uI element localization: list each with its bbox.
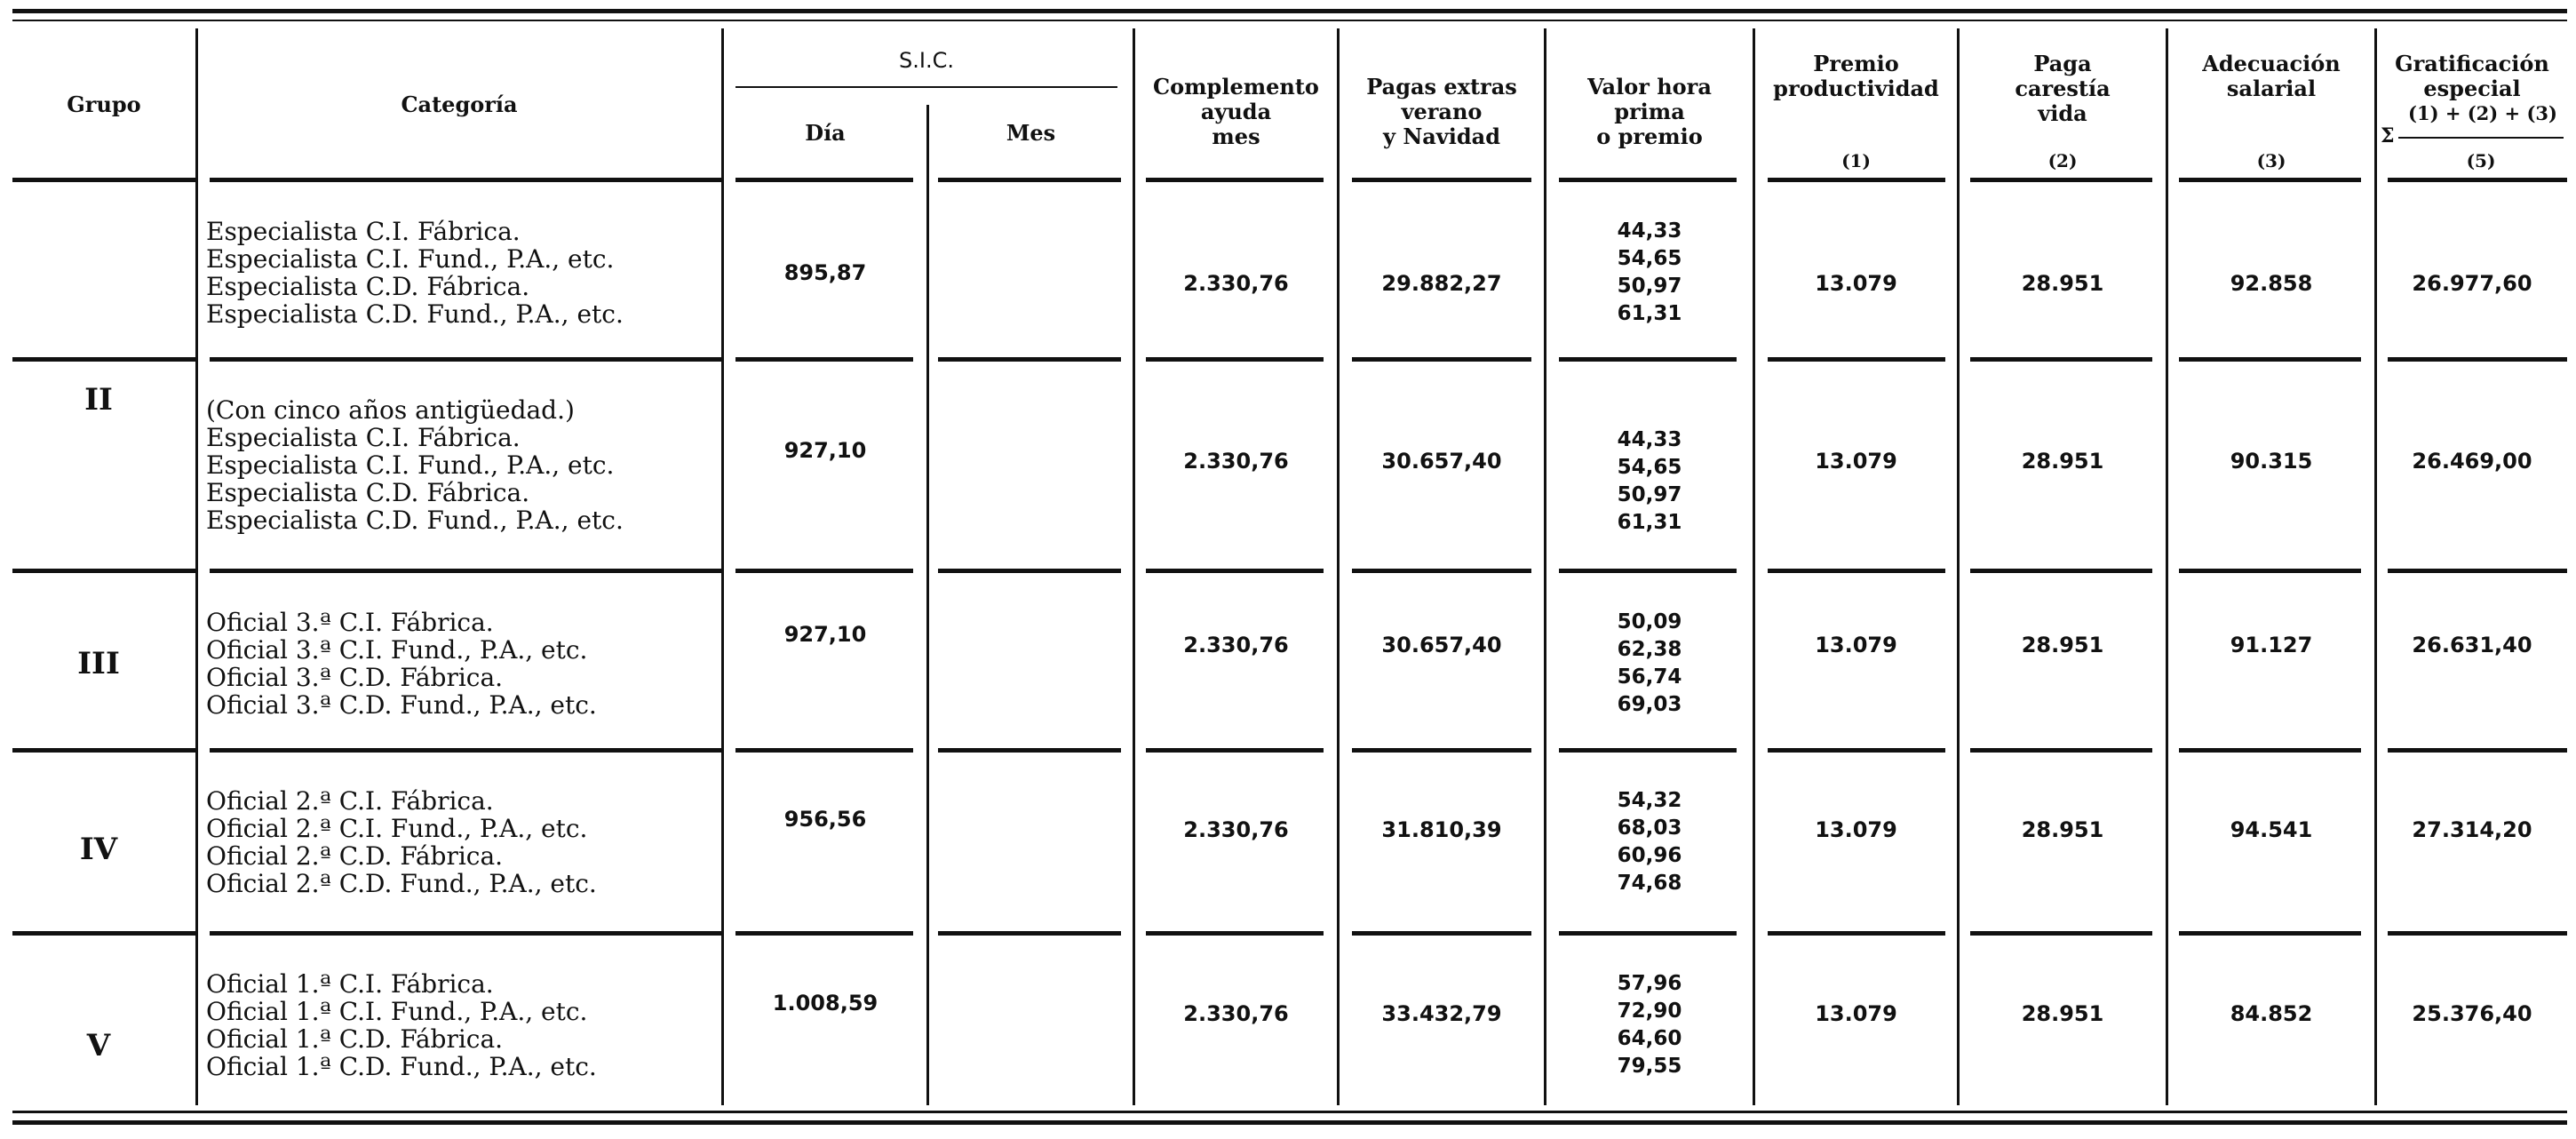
header-gratificacion: [2377, 52, 2567, 101]
header-valor-line3: o premio: [1596, 123, 1703, 149]
row-separator-segment-0: [12, 748, 195, 753]
gratificacion-value: 27.314,20: [2412, 817, 2532, 842]
valor-hora-value: 54,32: [1617, 789, 1682, 812]
valor-hora-value: 68,03: [1617, 816, 1682, 840]
row-separator-segment-1: [210, 569, 721, 573]
header-adecuacion-line1: Adecuación: [2202, 51, 2341, 76]
row-separator-segment-6: [1559, 748, 1737, 753]
valor-hora-value: 54,65: [1617, 456, 1682, 479]
pagas-value: 30.657,40: [1381, 449, 1502, 474]
header-rule-segment-7: [1768, 178, 1945, 182]
row-separator-segment-0: [12, 569, 195, 573]
pagas-value: 30.657,40: [1381, 633, 1502, 657]
category-cell: [206, 396, 624, 534]
row-separator-segment-6: [1559, 569, 1737, 573]
top-rule-inner: [12, 20, 2567, 21]
sic-subheader-rule: [735, 86, 1117, 88]
header-adecuacion-ref: (3): [2256, 150, 2286, 171]
valor-hora-cell: [1561, 609, 1738, 719]
header-mes: Mes: [1006, 120, 1056, 146]
category-cell: [206, 609, 597, 719]
adecuacion-value: 84.852: [2230, 1001, 2313, 1026]
gratificacion-value: 26.977,60: [2412, 271, 2532, 296]
premio-value: 13.079: [1815, 817, 1897, 842]
row-separator-segment-3: [938, 931, 1121, 936]
row-separator-segment-9: [2179, 357, 2361, 362]
row-separator-segment-7: [1768, 748, 1945, 753]
category-line: Especialista C.I. Fábrica.: [206, 217, 521, 246]
header-paga-line3: vida: [2038, 100, 2087, 126]
adecuacion-value: 94.541: [2230, 817, 2313, 842]
row-separator-segment-6: [1559, 931, 1737, 936]
group-label: IV: [79, 832, 118, 867]
header-adecuacion: [2168, 52, 2374, 101]
col-sep-dia: [926, 105, 929, 1105]
header-paga-line2: carestía: [2015, 76, 2111, 101]
category-line: Oficial 2.ª C.D. Fund., P.A., etc.: [206, 869, 597, 898]
category-line: Especialista C.I. Fund., P.A., etc.: [206, 450, 615, 480]
category-line: Oficial 3.ª C.D. Fund., P.A., etc.: [206, 690, 597, 720]
row-separator-segment-8: [1970, 569, 2152, 573]
row-separator-segment-1: [210, 748, 721, 753]
valor-hora-value: 60,96: [1617, 844, 1682, 867]
header-gratificacion-fraction-line: [2398, 137, 2564, 139]
row-separator-segment-5: [1352, 569, 1531, 573]
premio-value: 13.079: [1815, 633, 1897, 657]
group-label: III: [77, 646, 120, 681]
header-paga-line1: Paga: [2033, 51, 2092, 76]
valor-hora-value: 44,33: [1617, 428, 1682, 451]
category-line: Oficial 1.ª C.D. Fábrica.: [206, 1024, 504, 1054]
premio-value: 13.079: [1815, 271, 1897, 296]
row-separator-segment-9: [2179, 931, 2361, 936]
valor-hora-value: 57,96: [1617, 972, 1682, 995]
complemento-value: 2.330,76: [1183, 1001, 1289, 1026]
row-separator-segment-8: [1970, 931, 2152, 936]
header-gratificacion-formula: (1) + (2) + (3): [2408, 102, 2557, 124]
row-separator-segment-0: [12, 357, 195, 362]
header-pagas-line2: verano: [1401, 99, 1483, 124]
bottom-rule-inner: [12, 1111, 2567, 1113]
adecuacion-value: 91.127: [2230, 633, 2313, 657]
col-sep-premio: [1957, 28, 1960, 1105]
header-gratificacion-line1: Gratificación: [2395, 51, 2549, 76]
header-adecuacion-line2: salarial: [2226, 76, 2317, 101]
category-line: (Con cinco años antigüedad.): [206, 395, 575, 425]
valor-hora-cell: [1561, 426, 1738, 537]
header-rule-segment-8: [1970, 178, 2152, 182]
row-separator-segment-5: [1352, 931, 1531, 936]
dia-value: 927,10: [783, 438, 867, 463]
header-rule-segment-9: [2179, 178, 2361, 182]
row-separator-segment-8: [1970, 748, 2152, 753]
dia-value: 1.008,59: [772, 991, 879, 1016]
header-rule-segment-0: [12, 178, 195, 182]
gratificacion-value: 26.631,40: [2412, 633, 2532, 657]
category-line: Oficial 1.ª C.I. Fund., P.A., etc.: [206, 997, 588, 1026]
row-separator-segment-7: [1768, 569, 1945, 573]
valor-hora-value: 50,97: [1617, 483, 1682, 506]
category-line: Especialista C.I. Fund., P.A., etc.: [206, 244, 615, 274]
paga-value: 28.951: [2021, 449, 2104, 474]
category-line: Oficial 2.ª C.I. Fund., P.A., etc.: [206, 814, 588, 843]
header-premio-line1: Premio: [1813, 51, 1899, 76]
col-sep-categoria: [721, 28, 724, 1105]
category-line: Oficial 3.ª C.D. Fábrica.: [206, 663, 504, 692]
group-label: II: [84, 382, 113, 418]
valor-hora-value: 62,38: [1617, 638, 1682, 661]
header-pagas: [1340, 75, 1544, 149]
header-pagas-line3: y Navidad: [1383, 123, 1500, 149]
row-separator-segment-5: [1352, 748, 1531, 753]
row-separator-segment-0: [12, 931, 195, 936]
valor-hora-cell: [1561, 787, 1738, 897]
row-separator-segment-2: [735, 748, 913, 753]
header-valor-line2: prima: [1614, 99, 1685, 124]
row-separator-segment-7: [1768, 357, 1945, 362]
category-line: Especialista C.D. Fábrica.: [206, 272, 530, 301]
header-complemento: [1135, 75, 1337, 149]
row-separator-segment-5: [1352, 357, 1531, 362]
premio-value: 13.079: [1815, 1001, 1897, 1026]
col-sep-grupo: [195, 28, 198, 1105]
header-complemento-line2: ayuda: [1200, 99, 1272, 124]
row-separator-segment-3: [938, 569, 1121, 573]
row-separator-segment-4: [1146, 569, 1324, 573]
row-separator-segment-9: [2179, 569, 2361, 573]
valor-hora-cell: [1561, 218, 1738, 328]
category-cell: [206, 970, 597, 1080]
header-rule-segment-2: [735, 178, 913, 182]
row-separator-segment-1: [210, 357, 721, 362]
col-sep-adecuacion: [2374, 28, 2377, 1105]
header-dia: Día: [805, 120, 846, 146]
header-rule-segment-1: [210, 178, 721, 182]
valor-hora-value: 79,55: [1617, 1055, 1682, 1078]
row-separator-segment-8: [1970, 357, 2152, 362]
category-line: Especialista C.D. Fund., P.A., etc.: [206, 299, 624, 329]
category-line: Oficial 3.ª C.I. Fábrica.: [206, 608, 494, 637]
header-valor-hora: [1546, 75, 1753, 149]
dia-value: 956,56: [783, 807, 867, 832]
category-line: Oficial 1.ª C.D. Fund., P.A., etc.: [206, 1052, 597, 1081]
header-valor-line1: Valor hora: [1587, 74, 1712, 100]
header-gratificacion-ref: (5): [2466, 150, 2496, 171]
row-separator-segment-4: [1146, 931, 1324, 936]
row-separator-segment-3: [938, 357, 1121, 362]
header-rule-segment-6: [1559, 178, 1737, 182]
header-categoria: Categoría: [401, 92, 518, 117]
header-complemento-line3: mes: [1212, 123, 1260, 149]
valor-hora-value: 56,74: [1617, 665, 1682, 689]
complemento-value: 2.330,76: [1183, 271, 1289, 296]
row-separator-segment-10: [2388, 357, 2567, 362]
pagas-value: 31.810,39: [1381, 817, 1502, 842]
header-pagas-line1: Pagas extras: [1366, 74, 1517, 100]
paga-value: 28.951: [2021, 1001, 2104, 1026]
header-premio: [1755, 52, 1957, 101]
complemento-value: 2.330,76: [1183, 817, 1289, 842]
header-rule-segment-5: [1352, 178, 1531, 182]
category-cell: [206, 787, 597, 897]
paga-value: 28.951: [2021, 817, 2104, 842]
col-sep-mes: [1133, 28, 1135, 1105]
row-separator-segment-7: [1768, 931, 1945, 936]
header-paga-ref: (2): [2047, 150, 2078, 171]
row-separator-segment-10: [2388, 748, 2567, 753]
row-separator-segment-9: [2179, 748, 2361, 753]
valor-hora-cell: [1561, 970, 1738, 1080]
valor-hora-value: 72,90: [1617, 1000, 1682, 1023]
valor-hora-value: 61,31: [1617, 302, 1682, 325]
header-gratificacion-line2: especial: [2423, 76, 2521, 101]
row-separator-segment-3: [938, 748, 1121, 753]
category-line: Especialista C.D. Fábrica.: [206, 478, 530, 507]
valor-hora-value: 54,65: [1617, 247, 1682, 270]
header-grupo: Grupo: [67, 92, 141, 117]
row-separator-segment-10: [2388, 931, 2567, 936]
row-separator-segment-1: [210, 931, 721, 936]
paga-value: 28.951: [2021, 271, 2104, 296]
paga-value: 28.951: [2021, 633, 2104, 657]
category-line: Oficial 2.ª C.I. Fábrica.: [206, 786, 494, 816]
category-line: Oficial 3.ª C.I. Fund., P.A., etc.: [206, 635, 588, 665]
category-line: Especialista C.I. Fábrica.: [206, 423, 521, 452]
pagas-value: 33.432,79: [1381, 1001, 1502, 1026]
dia-value: 927,10: [783, 622, 867, 647]
premio-value: 13.079: [1815, 449, 1897, 474]
header-rule-segment-3: [938, 178, 1121, 182]
header-premio-ref: (1): [1841, 150, 1871, 171]
header-gratificacion-sigma: Σ: [2381, 124, 2395, 147]
header-rule-segment-10: [2388, 178, 2567, 182]
header-paga: [1960, 52, 2166, 126]
row-separator-segment-2: [735, 569, 913, 573]
valor-hora-value: 61,31: [1617, 511, 1682, 534]
header-rule-segment-4: [1146, 178, 1324, 182]
gratificacion-value: 26.469,00: [2412, 449, 2532, 474]
header-sic: S.I.C.: [899, 48, 954, 73]
row-separator-segment-2: [735, 357, 913, 362]
valor-hora-value: 74,68: [1617, 872, 1682, 895]
row-separator-segment-2: [735, 931, 913, 936]
valor-hora-value: 64,60: [1617, 1027, 1682, 1050]
category-line: Oficial 1.ª C.I. Fábrica.: [206, 969, 494, 999]
row-separator-segment-10: [2388, 569, 2567, 573]
complemento-value: 2.330,76: [1183, 449, 1289, 474]
header-premio-line2: productividad: [1773, 76, 1939, 101]
row-separator-segment-4: [1146, 748, 1324, 753]
top-rule-outer: [12, 9, 2567, 13]
col-sep-complemento: [1337, 28, 1340, 1105]
pagas-value: 29.882,27: [1381, 271, 1502, 296]
col-sep-pagas: [1544, 28, 1546, 1105]
complemento-value: 2.330,76: [1183, 633, 1289, 657]
col-sep-valor: [1753, 28, 1755, 1105]
col-sep-paga: [2166, 28, 2168, 1105]
row-separator-segment-6: [1559, 357, 1737, 362]
group-label: V: [86, 1028, 111, 1063]
header-complemento-line1: Complemento: [1153, 74, 1319, 100]
adecuacion-value: 90.315: [2230, 449, 2313, 474]
category-line: Especialista C.D. Fund., P.A., etc.: [206, 506, 624, 535]
adecuacion-value: 92.858: [2230, 271, 2313, 296]
dia-value: 895,87: [783, 260, 867, 285]
category-line: Oficial 2.ª C.D. Fábrica.: [206, 841, 504, 871]
valor-hora-value: 50,97: [1617, 275, 1682, 298]
gratificacion-value: 25.376,40: [2412, 1001, 2532, 1026]
bottom-rule-outer: [12, 1120, 2567, 1125]
category-cell: [206, 218, 624, 328]
valor-hora-value: 50,09: [1617, 610, 1682, 633]
row-separator-segment-4: [1146, 357, 1324, 362]
valor-hora-value: 44,33: [1617, 219, 1682, 243]
valor-hora-value: 69,03: [1617, 693, 1682, 716]
